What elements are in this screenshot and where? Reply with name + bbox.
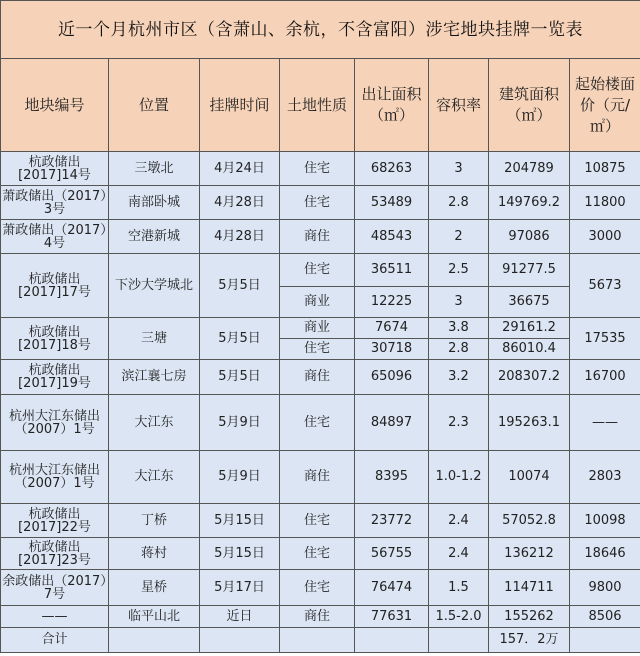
cell-floor-area: 57052.8	[489, 504, 570, 538]
cell-price: 3000	[570, 220, 640, 254]
cell-code: 杭政储出[2017]17号	[1, 254, 109, 318]
cell-price: 10098	[570, 504, 640, 538]
cell-far: 1.5	[429, 570, 489, 606]
table-row	[1, 606, 640, 628]
table-row	[1, 504, 640, 538]
cell-far: 2.8	[429, 339, 489, 360]
cell-far: 1.5-2.0	[429, 606, 489, 628]
cell-floor-area: 155262	[489, 606, 570, 628]
cell-code: ——	[1, 606, 109, 628]
cell-far: 2	[429, 220, 489, 254]
total-empty-cell	[280, 628, 355, 653]
cell-area: 48543	[355, 220, 429, 254]
table-row	[1, 186, 640, 220]
cell-floor-area: 208307.2	[489, 360, 570, 395]
cell-date: 5月15日	[200, 504, 280, 538]
cell-far: 2.4	[429, 538, 489, 570]
table-row	[1, 254, 640, 287]
cell-location: 大江东	[109, 395, 200, 451]
cell-date: 5月15日	[200, 538, 280, 570]
header-area: 出让面积（㎡）	[355, 59, 429, 152]
cell-area: 53489	[355, 186, 429, 220]
total-row	[1, 628, 640, 653]
cell-area: 7674	[355, 318, 429, 339]
header-land-type: 土地性质	[280, 59, 355, 152]
cell-land-type: 住宅	[280, 570, 355, 606]
cell-code: 余政储出（2017）7号	[1, 570, 109, 606]
header-location: 位置	[109, 59, 200, 152]
cell-floor-area: 195263.1	[489, 395, 570, 451]
cell-price: 18646	[570, 538, 640, 570]
cell-land-type: 住宅	[280, 538, 355, 570]
cell-area: 36511	[355, 254, 429, 287]
cell-location: 滨江襄七房	[109, 360, 200, 395]
cell-code: 杭政储出[2017]22号	[1, 504, 109, 538]
cell-far: 2.4	[429, 504, 489, 538]
table-row	[1, 570, 640, 606]
cell-land-type: 商业	[280, 287, 355, 318]
cell-price: 10875	[570, 152, 640, 186]
cell-price: 8506	[570, 606, 640, 628]
header-far: 容积率	[429, 59, 489, 152]
cell-land-type: 商业	[280, 318, 355, 339]
cell-location: 临平山北	[109, 606, 200, 628]
table-row	[1, 318, 640, 339]
cell-location: 三墩北	[109, 152, 200, 186]
table-title: 近一个月杭州市区（含萧山、余杭，不含富阳）涉宅地块挂牌一览表	[1, 1, 640, 59]
cell-location: 三塘	[109, 318, 200, 360]
table-row	[1, 220, 640, 254]
cell-code: 杭政储出[2017]14号	[1, 152, 109, 186]
cell-area: 30718	[355, 339, 429, 360]
total-empty-cell	[570, 628, 640, 653]
cell-location: 下沙大学城北	[109, 254, 200, 318]
cell-floor-area: 86010.4	[489, 339, 570, 360]
cell-area: 77631	[355, 606, 429, 628]
header-floor-area: 建筑面积（㎡）	[489, 59, 570, 152]
cell-code: 萧政储出（2017）3号	[1, 186, 109, 220]
cell-price: 11800	[570, 186, 640, 220]
cell-price: 17535	[570, 318, 640, 360]
table-body	[1, 152, 640, 653]
header-price: 起始楼面价（元/㎡）	[570, 59, 640, 152]
total-floor-area: 157．2万	[489, 628, 570, 653]
cell-area: 23772	[355, 504, 429, 538]
cell-area: 84897	[355, 395, 429, 451]
cell-date: 5月9日	[200, 451, 280, 504]
cell-date: 5月17日	[200, 570, 280, 606]
cell-date: 5月5日	[200, 254, 280, 318]
cell-floor-area: 36675	[489, 287, 570, 318]
cell-date: 5月9日	[200, 395, 280, 451]
cell-far: 3	[429, 152, 489, 186]
cell-floor-area: 91277.5	[489, 254, 570, 287]
cell-land-type: 住宅	[280, 186, 355, 220]
cell-land-type: 住宅	[280, 504, 355, 538]
cell-far: 3	[429, 287, 489, 318]
total-label: 合计	[1, 628, 109, 653]
header-row	[1, 59, 640, 152]
cell-floor-area: 149769.2	[489, 186, 570, 220]
header-date: 挂牌时间	[200, 59, 280, 152]
cell-date: 4月28日	[200, 220, 280, 254]
cell-area: 65096	[355, 360, 429, 395]
cell-code: 杭州大江东储出（2007）1号	[1, 395, 109, 451]
table-row	[1, 395, 640, 451]
cell-land-type: 商住	[280, 360, 355, 395]
cell-date: 5月5日	[200, 318, 280, 360]
cell-land-type: 住宅	[280, 254, 355, 287]
cell-far: 3.8	[429, 318, 489, 339]
cell-code: 杭政储出[2017]18号	[1, 318, 109, 360]
cell-area: 8395	[355, 451, 429, 504]
cell-date: 4月28日	[200, 186, 280, 220]
cell-far: 2.8	[429, 186, 489, 220]
cell-price: ——	[570, 395, 640, 451]
cell-price: 2803	[570, 451, 640, 504]
header-code: 地块编号	[1, 59, 109, 152]
cell-floor-area: 29161.2	[489, 318, 570, 339]
total-empty-cell	[429, 628, 489, 653]
cell-area: 12225	[355, 287, 429, 318]
total-empty-cell	[200, 628, 280, 653]
cell-code: 杭州大江东储出（2007）1号	[1, 451, 109, 504]
table-row	[1, 152, 640, 186]
cell-land-type: 商住	[280, 220, 355, 254]
cell-date: 5月5日	[200, 360, 280, 395]
cell-floor-area: 204789	[489, 152, 570, 186]
cell-location: 南部卧城	[109, 186, 200, 220]
cell-code: 杭政储出[2017]19号	[1, 360, 109, 395]
total-empty-cell	[109, 628, 200, 653]
cell-floor-area: 114711	[489, 570, 570, 606]
cell-far: 1.0-1.2	[429, 451, 489, 504]
cell-land-type: 商住	[280, 451, 355, 504]
cell-land-type: 商住	[280, 606, 355, 628]
cell-location: 星桥	[109, 570, 200, 606]
cell-floor-area: 136212	[489, 538, 570, 570]
cell-far: 2.3	[429, 395, 489, 451]
cell-location: 空港新城	[109, 220, 200, 254]
cell-land-type: 住宅	[280, 395, 355, 451]
cell-area: 56755	[355, 538, 429, 570]
table-row	[1, 360, 640, 395]
cell-floor-area: 97086	[489, 220, 570, 254]
cell-location: 丁桥	[109, 504, 200, 538]
cell-area: 76474	[355, 570, 429, 606]
cell-location: 蒋村	[109, 538, 200, 570]
cell-area: 68263	[355, 152, 429, 186]
cell-floor-area: 10074	[489, 451, 570, 504]
cell-code: 杭政储出[2017]23号	[1, 538, 109, 570]
cell-date: 近日	[200, 606, 280, 628]
cell-far: 2.5	[429, 254, 489, 287]
total-empty-cell	[355, 628, 429, 653]
cell-far: 3.2	[429, 360, 489, 395]
cell-location: 大江东	[109, 451, 200, 504]
cell-price: 16700	[570, 360, 640, 395]
cell-date: 4月24日	[200, 152, 280, 186]
cell-code: 萧政储出（2017）4号	[1, 220, 109, 254]
cell-land-type: 住宅	[280, 339, 355, 360]
cell-price: 5673	[570, 254, 640, 318]
table-row	[1, 451, 640, 504]
table-row	[1, 538, 640, 570]
cell-price: 9800	[570, 570, 640, 606]
cell-land-type: 住宅	[280, 152, 355, 186]
